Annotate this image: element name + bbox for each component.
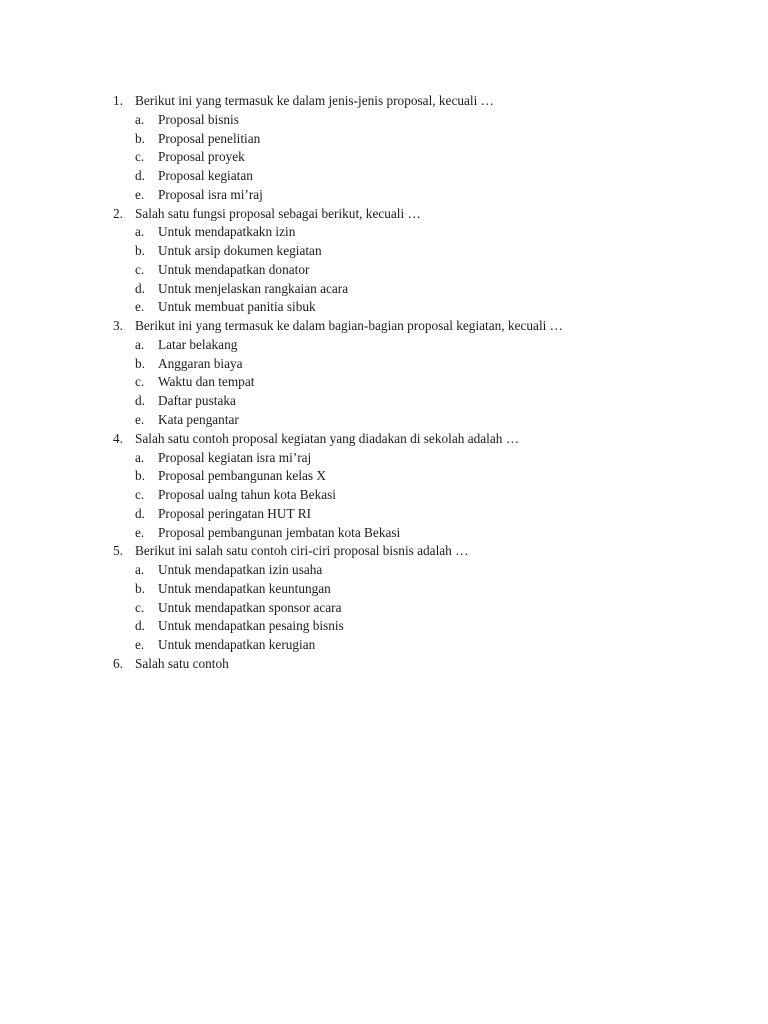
option-letter: d. [135,505,145,521]
option-4a [113,449,563,468]
option-text: Untuk mendapatkan izin usaha [158,562,323,578]
option-text: Kata pengantar [158,412,239,428]
option-1c [113,148,563,167]
option-text: Proposal isra mi’raj [158,186,263,202]
option-2c [113,261,563,280]
option-4e [113,524,563,543]
option-text: Proposal ualng tahun kota Bekasi [158,487,337,503]
option-text: Proposal pembangunan kelas X [158,468,327,484]
option-letter: e. [135,412,145,428]
option-5d [113,617,563,636]
option-text: Untuk mendapatkan donator [158,261,310,277]
option-letter: a. [135,562,145,578]
option-letter: b. [135,580,145,596]
option-text: Untuk mendapatkan kerugian [158,637,316,653]
question-text: Salah satu fungsi proposal sebagai berikut, kecuali … [135,205,421,221]
option-3b [113,355,563,374]
option-letter: c. [135,487,145,503]
option-3a [113,336,563,355]
option-letter: e. [135,524,145,540]
option-text: Untuk mendapatkan sponsor acara [158,599,342,615]
option-text: Proposal bisnis [158,111,239,127]
option-5e [113,636,563,655]
option-letter: d. [135,393,145,409]
option-2d [113,280,563,299]
option-3d [113,392,563,411]
question-text: Salah satu contoh [135,655,229,671]
question-text: Berikut ini yang termasuk ke dalam bagian-bagian proposal kegiatan, kecuali … [135,318,563,334]
question-number: 5. [113,543,123,559]
option-letter: b. [135,130,145,146]
option-text: Untuk mendapatkan keuntungan [158,580,331,596]
option-3c [113,373,563,392]
question-text: Berikut ini salah satu contoh ciri-ciri proposal bisnis adalah … [135,543,469,559]
question-number: 1. [113,93,123,108]
option-3e [113,411,563,430]
option-text: Waktu dan tempat [158,374,255,390]
option-5a [113,561,563,580]
option-2b [113,242,563,261]
option-letter: a. [135,449,145,465]
option-4c [113,486,563,505]
question-2 [113,205,563,224]
option-5c [113,599,563,618]
question-number: 2. [113,205,123,221]
option-text: Anggaran biaya [158,355,243,371]
option-letter: d. [135,168,145,184]
question-6 [113,655,563,674]
option-1e [113,186,563,205]
option-letter: c. [135,599,145,615]
option-text: Untuk mendapatkan pesaing bisnis [158,618,344,634]
option-text: Untuk mendapatkakn izin [158,224,296,240]
option-letter: c. [135,374,145,390]
question-number: 6. [113,655,123,671]
option-5b [113,580,563,599]
option-text: Untuk arsip dokumen kegiatan [158,243,322,259]
option-2a [113,223,563,242]
option-text: Proposal peringatan HUT RI [158,505,312,521]
question-text: Berikut ini yang termasuk ke dalam jenis-jenis proposal, kecuali … [135,93,494,108]
option-4d [113,505,563,524]
option-letter: c. [135,149,145,165]
question-number: 3. [113,318,123,334]
question-4 [113,430,563,449]
question-text: Salah satu contoh proposal kegiatan yang diadakan di sekolah adalah … [135,430,520,446]
option-text: Proposal penelitian [158,130,261,146]
question-list [113,92,563,674]
option-letter: d. [135,280,145,296]
option-text: Proposal pembangunan jembatan kota Bekasi [158,524,401,540]
question-3 [113,317,563,336]
option-1a [113,111,563,130]
option-letter: b. [135,243,145,259]
option-letter: a. [135,336,145,352]
option-text: Proposal kegiatan [158,168,253,184]
option-text: Latar belakang [158,336,238,352]
option-letter: e. [135,637,145,653]
question-5 [113,542,563,561]
option-letter: c. [135,261,145,277]
option-text: Proposal kegiatan isra mi’raj [158,449,312,465]
option-1b [113,130,563,149]
option-letter: e. [135,186,145,202]
option-letter: a. [135,224,145,240]
question-1 [113,92,563,111]
option-letter: a. [135,111,145,127]
option-letter: b. [135,468,145,484]
option-text: Daftar pustaka [158,393,236,409]
option-letter: b. [135,355,145,371]
option-4b [113,467,563,486]
option-2e [113,298,563,317]
option-text: Untuk membuat panitia sibuk [158,299,316,315]
option-letter: d. [135,618,145,634]
option-1d [113,167,563,186]
question-number: 4. [113,430,123,446]
option-text: Proposal proyek [158,149,245,165]
option-text: Untuk menjelaskan rangkaian acara [158,280,349,296]
option-letter: e. [135,299,145,315]
